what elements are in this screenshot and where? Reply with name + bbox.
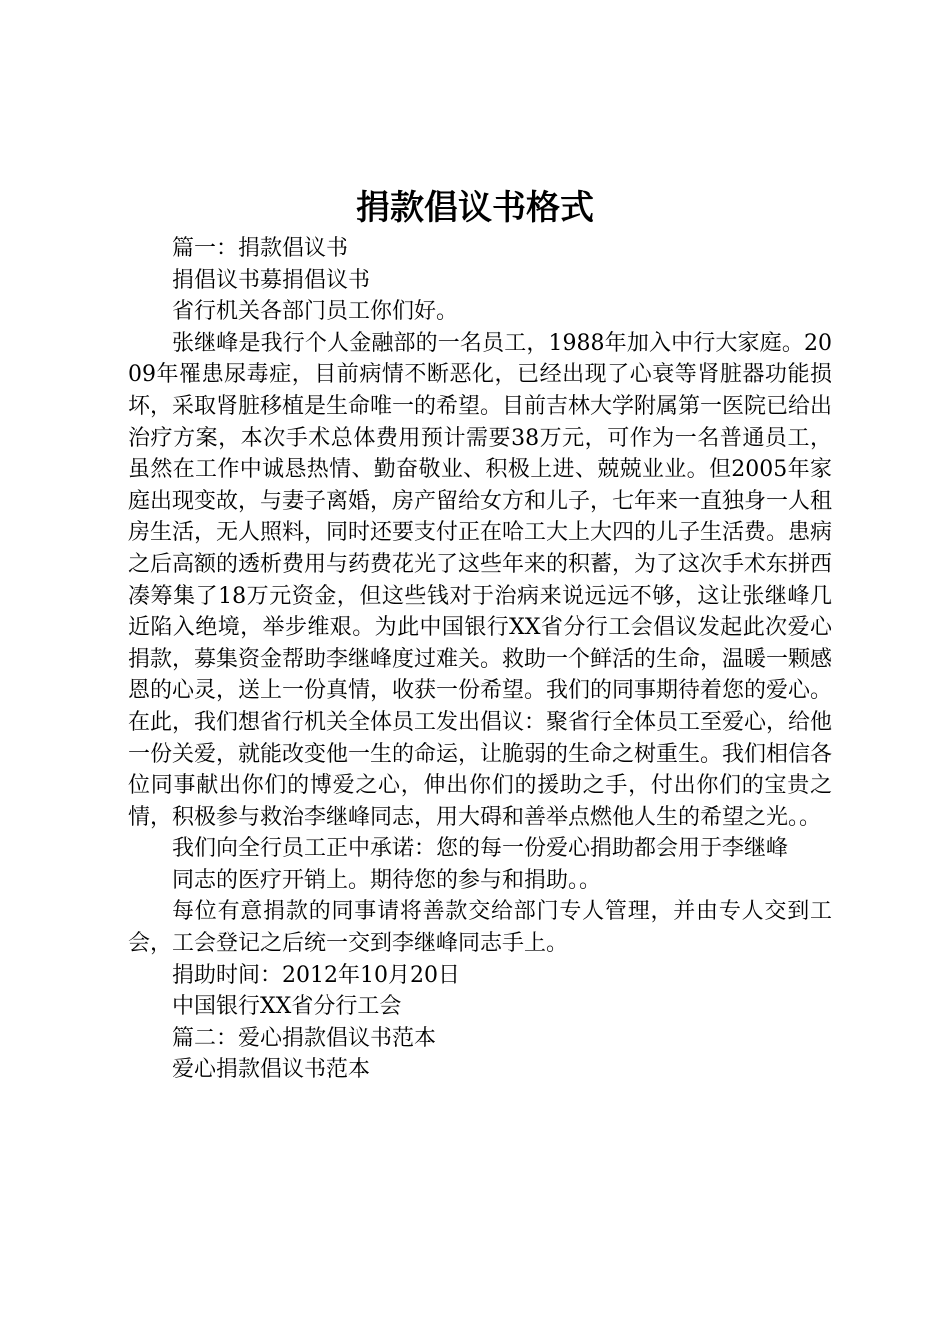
paragraph-commitment-continued: 同志的医疗开销上。期待您的参与和捐助。。 <box>172 867 602 893</box>
paragraph-section-one-heading: 篇一：捐款倡议书 <box>172 236 349 261</box>
paragraph-section-two-subtitle: 爱心捐款倡议书范本 <box>172 1057 371 1083</box>
paragraph-main-story: 张继峰是我行个人金融部的一名员工，1988年加入中行大家庭。2009年罹患尿毒症，目前病情不断恶化，已经出现了心衰等肾脏器功能损坏，采取肾脏移植是生命唯一的希望。目前吉林大学附属第一医院已给出治疗方案，本次手术总体费用预计需要38万元，可作为一名普通员工，虽然在工作中诚恳热情、勤奋敬业、积极上进、兢兢业业。但2005年家庭出现变故，与妻子离婚，房产留给女方和儿子，七年来一直独身一人租房生活，无人照料，同时还要支付正在哈工大上大四的儿子生活费。患病之后高额的透析费用与药费花光了这些年来的积蓄，为了这次手术东拼西凑筹集了18万元资金，但这些钱对于治病来说远远不够，这让张继峰几近陷入绝境，举步维艰。为此中国银行XX省分行工会倡议发起此次爱心捐款，募集资金帮助李继峰度过难关。救助一个鲜活的生命，温暖一颗感恩的心灵，送上一份真情，收获一份希望。我们的同事期待着您的爱心。在此，我们想省行机关全体员工发出倡议：聚省行全体员工至爱心，给他一份关爱，就能改变他一生的命运，让脆弱的生命之树重生。我们相信各位同事献出你们的博爱之心，伸出你们的援助之手，付出你们的宝贵之情，积极参与救治李继峰同志，用大碍和善举点燃他人生的希望之光。。 <box>128 330 833 830</box>
document-title: 捐款倡议书格式 <box>356 188 594 228</box>
paragraph-subtitle: 捐倡议书募捐倡议书 <box>172 267 371 293</box>
paragraph-section-two-heading: 篇二：爱心捐款倡议书范本 <box>172 1025 437 1051</box>
paragraph-donation-instructions: 每位有意捐款的同事请将善款交给部门专人管理，并由专人交到工会，工会登记之后统一交到李继峰同志手上。 <box>128 899 832 957</box>
document-body <box>128 233 832 1086</box>
paragraph-salutation: 省行机关各部门员工你们好。 <box>172 299 459 325</box>
paragraph-commitment: 我们向全行员工正中承诺：您的每一份爱心捐助都会用于李继峰 <box>172 836 789 862</box>
paragraph-signature: 中国银行XX省分行工会 <box>172 994 402 1020</box>
paragraph-donation-date: 捐助时间：2012年10月20日 <box>172 962 460 988</box>
